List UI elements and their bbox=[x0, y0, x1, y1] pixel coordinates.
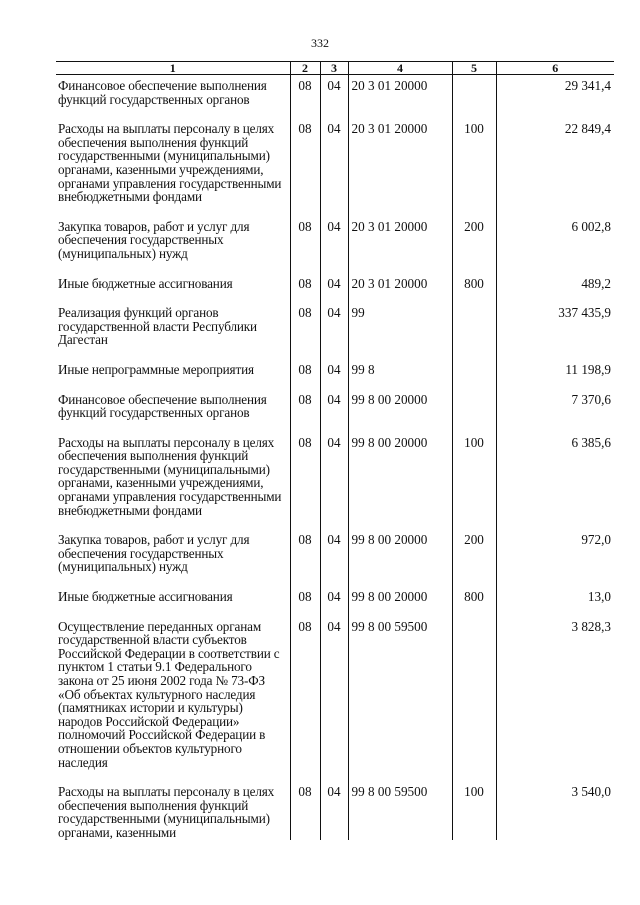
spacer-cell bbox=[348, 377, 452, 389]
table-body bbox=[56, 75, 614, 840]
row-spacer bbox=[56, 290, 614, 302]
cell-name: Закупка товаров, работ и услуг для обеспечения государственных (муниципальных) нужд bbox=[58, 218, 250, 261]
table-header bbox=[56, 62, 614, 75]
row-spacer bbox=[56, 517, 614, 529]
row-spacer bbox=[56, 377, 614, 389]
cell-section: 08 bbox=[290, 302, 320, 347]
spacer-cell bbox=[320, 106, 348, 118]
table-row bbox=[56, 432, 614, 518]
row-spacer bbox=[56, 261, 614, 273]
table-row bbox=[56, 216, 614, 261]
cell-subsection: 04 bbox=[320, 781, 348, 839]
cell-name: Расходы на выплаты персоналу в целях обеспечения выполнения функций государственными (муниципальными) органами, казенными bbox=[58, 784, 275, 840]
cell-target-code: 99 8 00 20000 bbox=[348, 586, 452, 604]
cell-name: Иные непрограммные мероприятия bbox=[58, 361, 254, 377]
table-row bbox=[56, 359, 614, 377]
spacer-cell bbox=[56, 204, 290, 216]
spacer-cell bbox=[56, 604, 290, 616]
spacer-cell bbox=[56, 420, 290, 432]
cell-expense-type: 100 bbox=[452, 118, 496, 204]
row-spacer bbox=[56, 106, 614, 118]
cell-target-code: 20 3 01 20000 bbox=[348, 273, 452, 291]
spacer-cell bbox=[320, 517, 348, 529]
table-row bbox=[56, 302, 614, 347]
cell-subsection: 04 bbox=[320, 616, 348, 770]
table-row bbox=[56, 529, 614, 574]
spacer-cell bbox=[452, 204, 496, 216]
spacer-cell bbox=[320, 377, 348, 389]
cell-section: 08 bbox=[290, 616, 320, 770]
cell-target-code: 99 8 00 20000 bbox=[348, 389, 452, 420]
cell-expense-type: 200 bbox=[452, 529, 496, 574]
spacer-cell bbox=[452, 290, 496, 302]
spacer-cell bbox=[496, 261, 614, 273]
cell-name: Финансовое обеспечение выполнения функций государственных органов bbox=[58, 391, 267, 421]
spacer-cell bbox=[56, 261, 290, 273]
spacer-cell bbox=[290, 261, 320, 273]
spacer-cell bbox=[452, 261, 496, 273]
cell-target-code: 99 bbox=[348, 302, 452, 347]
row-spacer bbox=[56, 204, 614, 216]
cell-subsection: 04 bbox=[320, 216, 348, 261]
spacer-cell bbox=[496, 106, 614, 118]
cell-section: 08 bbox=[290, 781, 320, 839]
spacer-cell bbox=[320, 420, 348, 432]
spacer-cell bbox=[452, 517, 496, 529]
cell-target-code: 99 8 bbox=[348, 359, 452, 377]
header-row bbox=[56, 62, 614, 75]
cell-section: 08 bbox=[290, 586, 320, 604]
budget-table bbox=[56, 61, 614, 840]
table-row bbox=[56, 781, 614, 839]
row-spacer bbox=[56, 420, 614, 432]
header-col-4: 4 bbox=[348, 62, 452, 75]
row-spacer bbox=[56, 604, 614, 616]
cell-amount: 337 435,9 bbox=[496, 302, 614, 347]
cell-name: Иные бюджетные ассигнования bbox=[58, 275, 233, 291]
cell-expense-type: 200 bbox=[452, 216, 496, 261]
spacer-cell bbox=[320, 261, 348, 273]
spacer-cell bbox=[496, 769, 614, 781]
cell-section: 08 bbox=[290, 273, 320, 291]
cell-name: Иные бюджетные ассигнования bbox=[58, 589, 233, 605]
cell-expense-type bbox=[452, 302, 496, 347]
cell-name: Финансовое обеспечение выполнения функций государственных органов bbox=[58, 78, 267, 107]
cell-name: Осуществление переданных органам государственной власти субъектов Российской Федерации в соответствии с пунктом 1 статьи 9.1 Федерального закона от 25 июня 2002 года № 73-ФЗ «Об объектах культурного наследия (памятниках истории и культуры) народов Российской Федерации» полномочий Российской Федерации в отношении объектов культурного наследия bbox=[58, 618, 280, 770]
spacer-cell bbox=[56, 347, 290, 359]
spacer-cell bbox=[290, 204, 320, 216]
spacer-cell bbox=[496, 604, 614, 616]
cell-subsection: 04 bbox=[320, 586, 348, 604]
cell-expense-type: 100 bbox=[452, 781, 496, 839]
spacer-cell bbox=[290, 420, 320, 432]
cell-subsection: 04 bbox=[320, 359, 348, 377]
spacer-cell bbox=[320, 604, 348, 616]
cell-target-code: 20 3 01 20000 bbox=[348, 216, 452, 261]
spacer-cell bbox=[56, 106, 290, 118]
header-col-5: 5 bbox=[452, 62, 496, 75]
spacer-cell bbox=[290, 377, 320, 389]
spacer-cell bbox=[348, 574, 452, 586]
spacer-cell bbox=[348, 106, 452, 118]
cell-amount: 11 198,9 bbox=[496, 359, 614, 377]
spacer-cell bbox=[290, 574, 320, 586]
cell-target-code: 99 8 00 59500 bbox=[348, 616, 452, 770]
spacer-cell bbox=[452, 377, 496, 389]
cell-expense-type bbox=[452, 616, 496, 770]
cell-section: 08 bbox=[290, 118, 320, 204]
cell-target-code: 20 3 01 20000 bbox=[348, 75, 452, 107]
cell-target-code: 20 3 01 20000 bbox=[348, 118, 452, 204]
cell-expense-type bbox=[452, 359, 496, 377]
cell-target-code: 99 8 00 20000 bbox=[348, 432, 452, 518]
cell-expense-type: 800 bbox=[452, 273, 496, 291]
cell-amount: 6 002,8 bbox=[496, 216, 614, 261]
spacer-cell bbox=[320, 204, 348, 216]
cell-subsection: 04 bbox=[320, 389, 348, 420]
cell-section: 08 bbox=[290, 529, 320, 574]
spacer-cell bbox=[320, 290, 348, 302]
cell-amount: 22 849,4 bbox=[496, 118, 614, 204]
spacer-cell bbox=[320, 347, 348, 359]
spacer-cell bbox=[496, 574, 614, 586]
spacer-cell bbox=[320, 769, 348, 781]
spacer-cell bbox=[348, 204, 452, 216]
spacer-cell bbox=[496, 347, 614, 359]
cell-section: 08 bbox=[290, 389, 320, 420]
cell-amount: 972,0 bbox=[496, 529, 614, 574]
cell-name: Закупка товаров, работ и услуг для обеспечения государственных (муниципальных) нужд bbox=[58, 532, 250, 575]
cell-subsection: 04 bbox=[320, 529, 348, 574]
spacer-cell bbox=[496, 517, 614, 529]
spacer-cell bbox=[290, 106, 320, 118]
header-col-1: 1 bbox=[56, 62, 290, 75]
spacer-cell bbox=[452, 347, 496, 359]
cell-target-code: 99 8 00 20000 bbox=[348, 529, 452, 574]
cell-section: 08 bbox=[290, 359, 320, 377]
header-col-3: 3 bbox=[320, 62, 348, 75]
spacer-cell bbox=[290, 290, 320, 302]
spacer-cell bbox=[348, 290, 452, 302]
spacer-cell bbox=[290, 769, 320, 781]
spacer-cell bbox=[348, 261, 452, 273]
cell-subsection: 04 bbox=[320, 302, 348, 347]
table-row bbox=[56, 586, 614, 604]
cell-name: Расходы на выплаты персоналу в целях обеспечения выполнения функций государственными (муниципальными) органами, казенными учреждениями, органами управления государственными внебюджетными фондами bbox=[58, 121, 282, 205]
spacer-cell bbox=[348, 420, 452, 432]
cell-section: 08 bbox=[290, 432, 320, 518]
cell-subsection: 04 bbox=[320, 118, 348, 204]
table-row bbox=[56, 75, 614, 107]
cell-amount: 3 828,3 bbox=[496, 616, 614, 770]
cell-amount: 13,0 bbox=[496, 586, 614, 604]
cell-amount: 489,2 bbox=[496, 273, 614, 291]
spacer-cell bbox=[452, 106, 496, 118]
cell-expense-type: 800 bbox=[452, 586, 496, 604]
spacer-cell bbox=[56, 574, 290, 586]
cell-amount: 3 540,0 bbox=[496, 781, 614, 839]
spacer-cell bbox=[56, 517, 290, 529]
spacer-cell bbox=[290, 517, 320, 529]
table-row bbox=[56, 273, 614, 291]
spacer-cell bbox=[496, 377, 614, 389]
spacer-cell bbox=[56, 290, 290, 302]
spacer-cell bbox=[452, 769, 496, 781]
cell-subsection: 04 bbox=[320, 75, 348, 107]
spacer-cell bbox=[56, 769, 290, 781]
cell-name: Реализация функций органов государственной власти Республики Дагестан bbox=[58, 305, 257, 348]
table-row bbox=[56, 118, 614, 204]
spacer-cell bbox=[348, 347, 452, 359]
cell-target-code: 99 8 00 59500 bbox=[348, 781, 452, 839]
cell-amount: 6 385,6 bbox=[496, 432, 614, 518]
page-number: 332 bbox=[311, 36, 329, 50]
spacer-cell bbox=[348, 604, 452, 616]
spacer-cell bbox=[452, 420, 496, 432]
cell-expense-type bbox=[452, 75, 496, 107]
row-spacer bbox=[56, 347, 614, 359]
cell-name: Расходы на выплаты персоналу в целях обеспечения выполнения функций государственными (муниципальными) органами, казенными учреждениями, органами управления государственными внебюджетными фондами bbox=[58, 434, 282, 518]
spacer-cell bbox=[56, 377, 290, 389]
spacer-cell bbox=[348, 769, 452, 781]
spacer-cell bbox=[496, 204, 614, 216]
spacer-cell bbox=[290, 604, 320, 616]
spacer-cell bbox=[496, 290, 614, 302]
table-row bbox=[56, 616, 614, 770]
row-spacer bbox=[56, 769, 614, 781]
cell-expense-type bbox=[452, 389, 496, 420]
header-col-2: 2 bbox=[290, 62, 320, 75]
spacer-cell bbox=[452, 604, 496, 616]
cell-section: 08 bbox=[290, 216, 320, 261]
table-row bbox=[56, 389, 614, 420]
cell-expense-type: 100 bbox=[452, 432, 496, 518]
spacer-cell bbox=[496, 420, 614, 432]
spacer-cell bbox=[290, 347, 320, 359]
spacer-cell bbox=[320, 574, 348, 586]
cell-amount: 7 370,6 bbox=[496, 389, 614, 420]
row-spacer bbox=[56, 574, 614, 586]
cell-subsection: 04 bbox=[320, 432, 348, 518]
cell-amount: 29 341,4 bbox=[496, 75, 614, 107]
cell-subsection: 04 bbox=[320, 273, 348, 291]
header-col-6: 6 bbox=[496, 62, 614, 75]
spacer-cell bbox=[348, 517, 452, 529]
cell-section: 08 bbox=[290, 75, 320, 107]
spacer-cell bbox=[452, 574, 496, 586]
